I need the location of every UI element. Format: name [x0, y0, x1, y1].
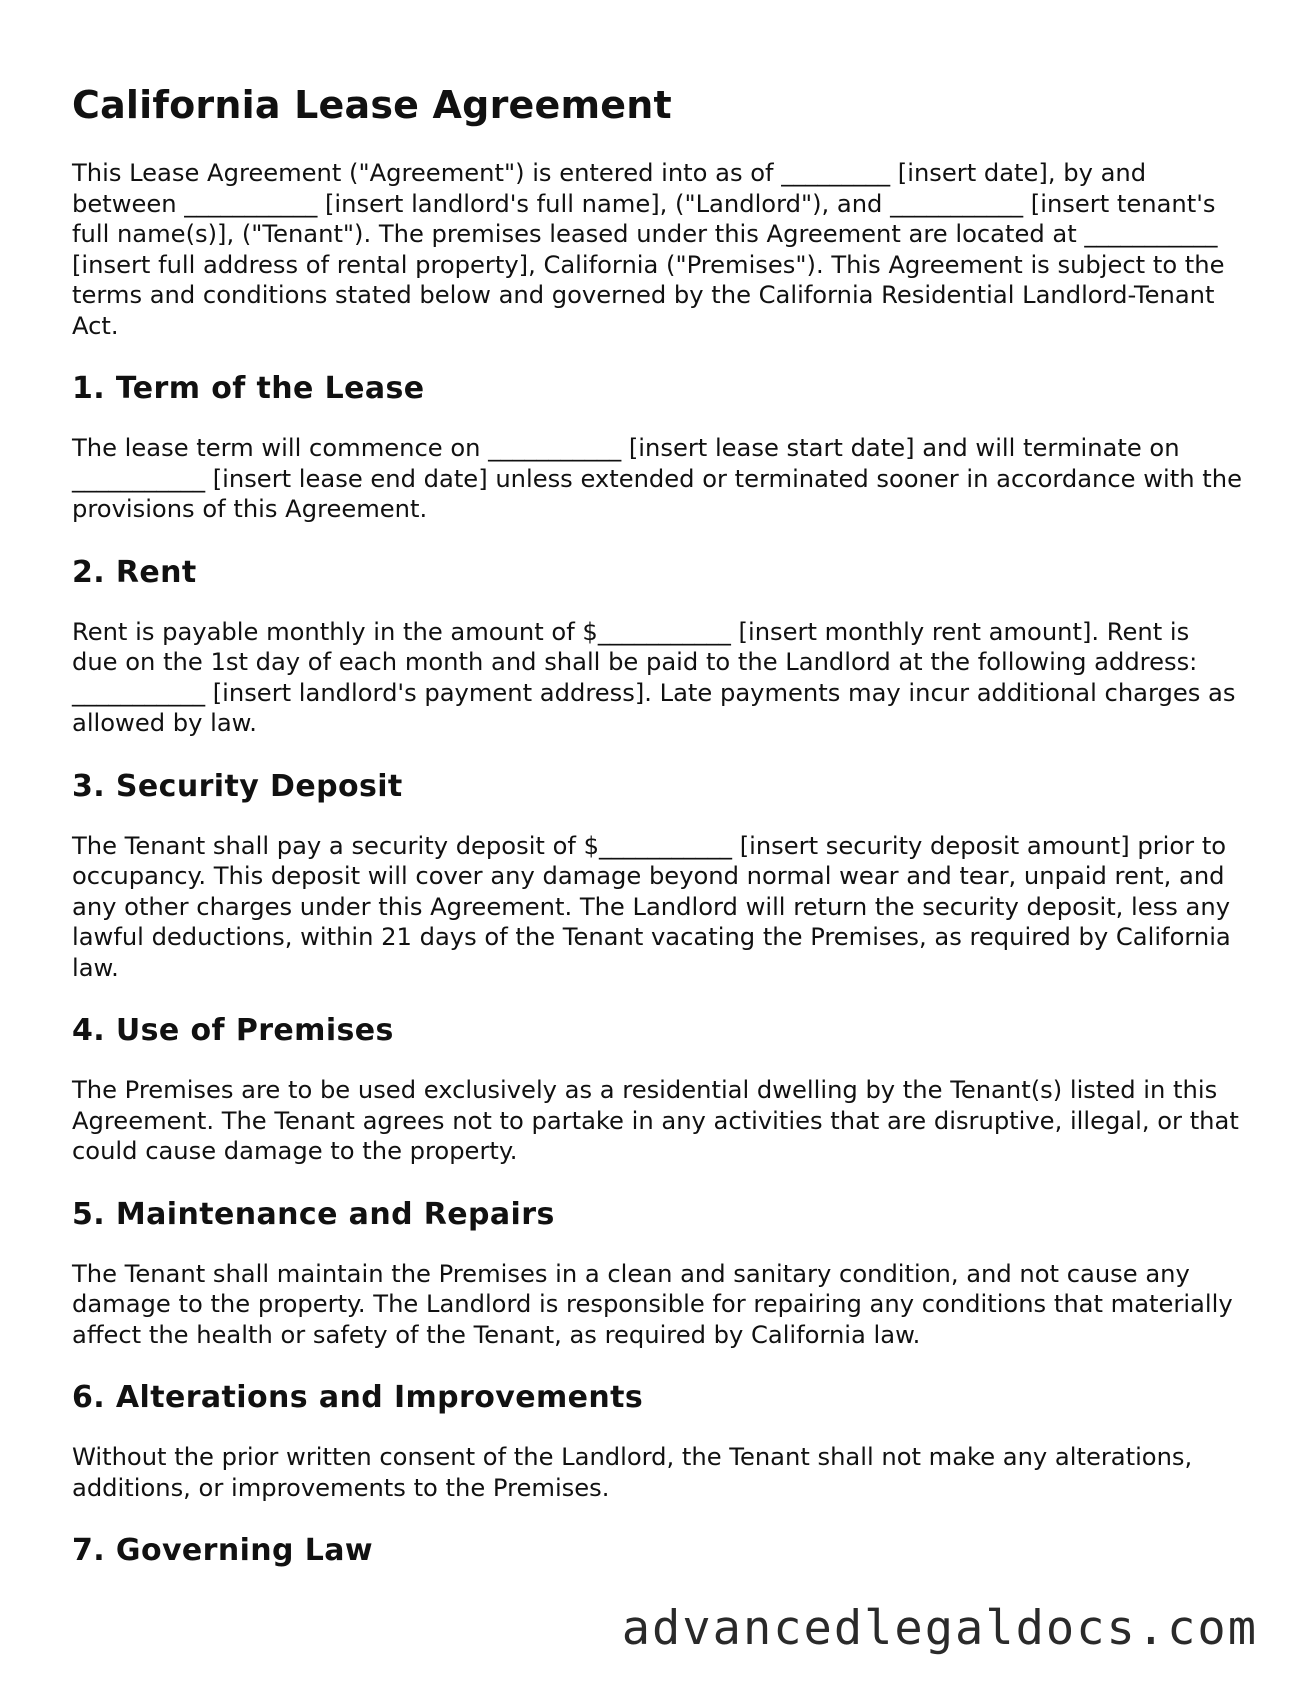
section-security-deposit: [72, 769, 1242, 984]
section-body: Without the prior written consent of the Landlord, the Tenant shall not make any alterations, additions, or improvements to the Premises.: [72, 1443, 1193, 1502]
site-watermark: advancedlegaldocs.com: [621, 1601, 1258, 1656]
section-alterations: [72, 1380, 1242, 1503]
section-use-of-premises: [72, 1013, 1242, 1167]
section-body: The Tenant shall maintain the Premises in a clean and sanitary condition, and not cause any damage to the property. The Landlord is responsible for repairing any conditions that materially affect the health or safety of the Tenant, as required by California law.: [72, 1259, 1233, 1349]
section-rent: [72, 555, 1242, 739]
section-body: Rent is payable monthly in the amount of $___________ [insert monthly rent amount]. Rent is due on the 1st day of each month and shall be paid to the Landlord at the following address: ___________ [insert landlord's payment address]. Late payments may incur additional charges as allowed by law.: [72, 617, 1236, 737]
section-body: The Premises are to be used exclusively as a residential dwelling by the Tenant(s) listed in this Agreement. The Tenant agrees not to partake in any activities that are disruptive, illegal, or that could cause damage to the property.: [72, 1076, 1239, 1165]
section-heading: 2. Rent: [72, 554, 197, 590]
document-page: [72, 82, 1242, 1569]
section-heading: 6. Alterations and Improvements: [72, 1380, 644, 1415]
section-heading: 7. Governing Law: [72, 1533, 374, 1568]
section-heading: 4. Use of Premises: [72, 1013, 394, 1048]
section-maintenance: [72, 1197, 1242, 1351]
section-body: The lease term will commence on ___________ [insert lease start date] and will terminate on ___________ [insert lease end date] unless extended or terminated sooner in accordance with the provisions of this Agreement.: [72, 434, 1242, 523]
section-term: [72, 371, 1242, 525]
section-heading: 1. Term of the Lease: [72, 371, 425, 406]
section-heading: 5. Maintenance and Repairs: [72, 1196, 555, 1232]
section-governing-law: [72, 1533, 1242, 1569]
section-heading: 3. Security Deposit: [72, 768, 403, 804]
intro-paragraph: This Lease Agreement ("Agreement") is entered into as of _________ [insert date], by and between ___________ [insert landlord's full name], ("Landlord"), and ___________ [insert tenant's full name(s)], ("Tenant"). The premises leased under this Agreement are located at ___________ [insert full address of rental property], California ("Premises"). This Agreement is subject to the terms and conditions stated below and governed by the California Residential Landlord-Tenant Act.: [72, 159, 1225, 340]
section-body: The Tenant shall pay a security deposit of $___________ [insert security deposit amount] prior to occupancy. This deposit will cover any damage beyond normal wear and tear, unpaid rent, and any other charges under this Agreement. The Landlord will return the security deposit, less any lawful deductions, within 21 days of the Tenant vacating the Premises, as required by California law.: [72, 831, 1231, 982]
document-title: California Lease Agreement: [72, 83, 672, 127]
